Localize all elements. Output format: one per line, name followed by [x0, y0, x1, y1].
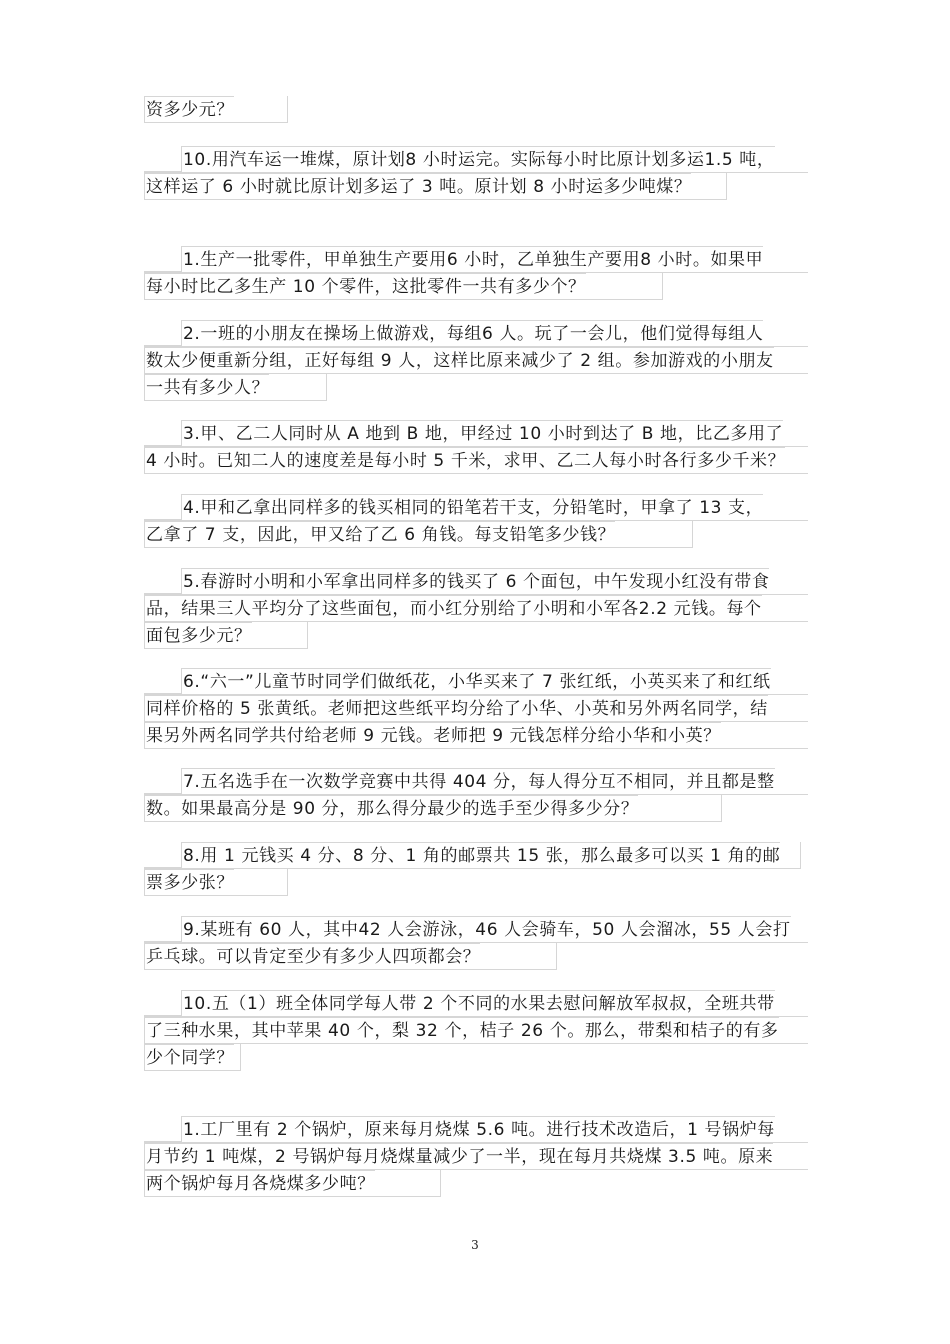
text-line: [144, 374, 327, 401]
text-run: 数。如果最高分是 90 分，那么得分最少的选手至少得多少分？: [144, 795, 638, 821]
text-line: [144, 622, 308, 649]
text-line: [144, 246, 808, 273]
text-run: 2.一班的小朋友在操场上做游戏，每组6 人。玩了一会儿，他们觉得每组人: [181, 320, 763, 346]
text-line: [144, 869, 288, 896]
text-line: [144, 420, 808, 447]
text-line: [144, 1017, 808, 1044]
problem-1-boilers: [144, 1116, 808, 1197]
text-run: 4.甲和乙拿出同样多的钱买相同的铅笔若干支，分铅笔时，甲拿了 13 支，: [181, 494, 763, 520]
text-run: 票多少张？: [144, 869, 234, 895]
text-line: [144, 595, 808, 622]
text-line: [144, 173, 727, 200]
problem-10-coal-truck: [144, 146, 808, 200]
text-run: 10.用汽车运一堆煤，原计划8 小时运完。实际每小时比原计划多运1.5 吨，: [181, 146, 775, 172]
text-run: 面包多少元？: [144, 622, 252, 648]
text-line: [144, 990, 808, 1017]
text-line: [144, 347, 808, 374]
text-run: 5.春游时小明和小军拿出同样多的钱买了 6 个面包，中午发现小红没有带食: [181, 568, 769, 594]
text-run: 两个锅炉每月各烧煤多少吨？: [144, 1170, 375, 1196]
page-number: 3: [471, 1238, 479, 1252]
text-run: 10.五（1）班全体同学每人带 2 个不同的水果去慰问解放军叔叔，全班共带: [181, 990, 775, 1016]
text-run: 6.“六一”儿童节时同学们做纸花，小华买来了 7 张红纸，小英买来了和红纸: [181, 668, 771, 694]
text-run: 4 小时。已知二人的速度差是每小时 5 千米，求甲、乙二人每小时各行多少千米？: [144, 447, 785, 473]
text-run: 月节约 1 吨煤，2 号锅炉每月烧煤量减少了一半，现在每月共烧煤 3.5 吨。原来: [144, 1143, 773, 1169]
text-run: 资多少元？: [144, 96, 234, 122]
text-line: [144, 722, 808, 749]
text-line: [144, 1143, 808, 1170]
text-line: [144, 320, 808, 347]
text-run: 一共有多少人？: [144, 374, 269, 400]
problem-2-group-games: [144, 320, 808, 401]
text-run: 3.甲、乙二人同时从 A 地到 B 地，甲经过 10 小时到达了 B 地，比乙多用了: [181, 420, 783, 446]
text-run: 数太少便重新分组，正好每组 9 人，这样比原来减少了 2 组。参加游戏的小朋友: [144, 347, 774, 373]
text-run: 1.生产一批零件，甲单独生产要用6 小时，乙单独生产要用8 小时。如果甲: [181, 246, 763, 272]
text-line: [144, 916, 808, 943]
text-run: 品，结果三人平均分了这些面包，而小红分别给了小明和小军各2.2 元钱。每个: [144, 595, 762, 621]
problem-1-parts-production: [144, 246, 808, 300]
text-run: 1.工厂里有 2 个锅炉，原来每月烧煤 5.6 吨。进行技术改造后，1 号锅炉每: [181, 1116, 775, 1142]
problem-10-fruit: [144, 990, 808, 1071]
text-run: 乒乓球。可以肯定至少有多少人四项都会？: [144, 943, 480, 969]
text-line: [144, 96, 288, 123]
text-run: 9.某班有 60 人，其中42 人会游泳，46 人会骑车，50 人会溜冰，55 人会打: [181, 916, 791, 942]
text-line: [144, 447, 808, 474]
text-line: [144, 795, 722, 822]
text-run: 每小时比乙多生产 10 个零件，这批零件一共有多少个？: [144, 273, 586, 299]
text-line: [144, 568, 808, 595]
text-line: [144, 943, 557, 970]
problem-4-pencils: [144, 494, 808, 548]
text-run: 乙拿了 7 支，因此，甲又给了乙 6 角钱。每支铅笔多少钱？: [144, 521, 615, 547]
problem-8-stamps: [144, 842, 808, 896]
text-run: 同样价格的 5 张黄纸。老师把这些纸平均分给了小华、小英和另外两名同学，结: [144, 695, 768, 721]
text-run: 少个同学？: [144, 1044, 234, 1070]
text-line: [144, 768, 808, 795]
text-line: [144, 494, 808, 521]
text-run: 这样运了 6 小时就比原计划多运了 3 吨。原计划 8 小时运多少吨煤？: [144, 173, 691, 199]
problem-6-paper-flowers: [144, 668, 808, 749]
text-line: [144, 273, 663, 300]
text-line: [144, 1170, 441, 1197]
text-line: [144, 668, 808, 695]
problem-9-class-skills: [144, 916, 808, 970]
text-line: [144, 521, 693, 548]
problem-3-speed-difference: [144, 420, 808, 474]
paragraph-fragment: [144, 96, 808, 123]
problem-5-bread: [144, 568, 808, 649]
text-line: [144, 695, 808, 722]
problem-7-math-contest: [144, 768, 808, 822]
text-line: [144, 146, 808, 173]
text-run: 8.用 1 元钱买 4 分、8 分、1 角的邮票共 15 张，那么最多可以买 1 角的邮: [181, 842, 780, 868]
text-line: [144, 1116, 808, 1143]
text-line: [144, 1044, 241, 1071]
text-run: 果另外两名同学共付给老师 9 元钱。老师把 9 元钱怎样分给小华和小英？: [144, 722, 721, 748]
text-run: 7.五名选手在一次数学竞赛中共得 404 分，每人得分互不相同，并且都是整: [181, 768, 775, 794]
text-run: 了三种水果，其中苹果 40 个，梨 32 个，桔子 26 个。那么，带梨和桔子的有多: [144, 1017, 779, 1043]
text-line: [144, 842, 801, 869]
